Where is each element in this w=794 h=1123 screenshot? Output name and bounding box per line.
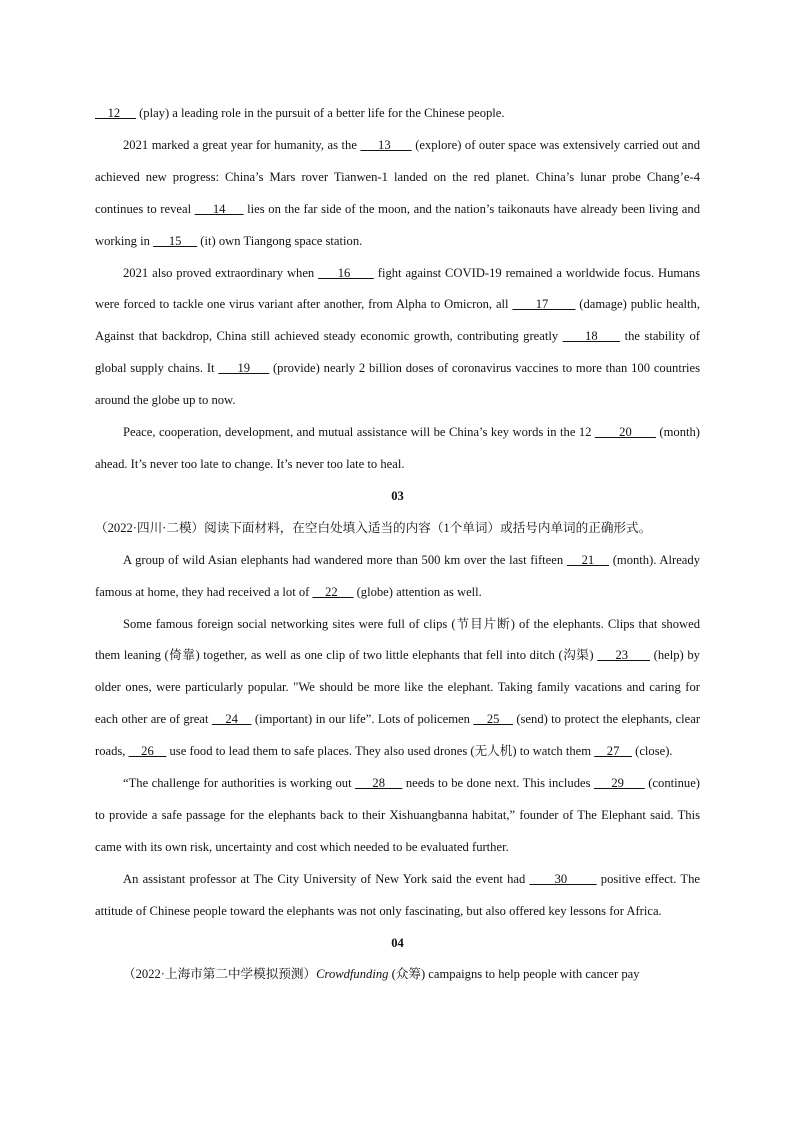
paragraph-s03-p4 [95,864,700,928]
blank-17: 17 [512,297,576,312]
source-note: （2022·上海市第二中学模拟预测） [123,967,317,982]
text: (month) ahead. It’s never too late to change. It’s never too late to heal. [95,425,700,471]
section-instruction-03: （2022·四川·二模）阅读下面材料，在空白处填入适当的内容（1个单词）或括号内单词的正确形式。 [95,520,652,535]
blank-20: 20 [594,425,656,440]
text: (provide) nearly 2 billion doses of coronavirus vaccines to more than 100 countries around the globe up to now. [95,361,700,408]
blank-12: 12 [95,106,136,120]
text: (month). Already famous at home, they had received a lot of [95,552,700,599]
blank-29: 29 [593,776,645,791]
paragraph-s03-p2 [95,609,700,769]
blank-25: 25 [473,712,513,727]
paragraph-s02-p3 [95,258,700,418]
text: (it) own Tiangong space station. [197,233,363,248]
blank-27: 27 [594,744,632,759]
text: (close). [631,744,673,759]
blank-13: 13 [360,137,412,152]
blank-23: 23 [597,648,651,663]
text: (globe) attention as well. [353,584,482,599]
blank-28: 28 [355,776,403,791]
section-heading-04: 04 [391,935,404,950]
text: A group of wild Asian elephants had wandered more than 500 km over the last fifteen [123,552,567,567]
blank-18: 18 [562,329,621,344]
paragraph-s04-p1 [95,959,700,991]
blank-14: 14 [194,201,244,216]
text: fight against COVID-19 remained a worldwide focus. Humans were forced to tackle one virus variant after another, from Alpha to Omicron, all [95,265,700,312]
text: 2021 also proved extraordinary when [123,265,319,280]
text: (damage) public health, Against that backdrop, China still achieved steady economic growth, contributing greatly [95,297,700,344]
text: needs to be done next. This includes [402,776,594,791]
paragraph-s03-p1 [95,545,700,609]
text: (send) to protect the elephants, clear roads, [95,712,701,759]
text: (help) by older ones, were particularly popular. "We should be more like the elephant. Taking family vacations and caring for each other are of great [95,648,700,727]
blank-21: 21 [566,552,610,567]
blank-30: 30 [529,871,597,886]
paragraph-s03-p3 [95,768,700,864]
term-crowdfunding: Crowdfunding [316,967,389,982]
blank-15: 15 [153,233,198,248]
text: (play) a leading role in the pursuit of a better life for the Chinese people. [135,106,505,120]
blank-26: 26 [128,744,167,759]
blank-16: 16 [318,265,374,280]
blank-22: 22 [312,584,354,599]
text: “The challenge for authorities is working out [123,776,356,791]
text: (continue) to provide a safe passage for the elephants back to their Xishuangbanna habitat,” founder of The Elephant said. This came with its own risk, uncertainty and cost which needed to be evaluated further. [95,776,700,854]
text: (important) in our life”. Lots of policemen [251,712,474,727]
blank-24: 24 [211,712,252,727]
paragraph-s02-p2 [95,130,700,258]
paragraph-s02-p4 [95,417,700,481]
text: Peace, cooperation, development, and mutual assistance will be China’s key words in the 12 [123,425,595,440]
text: (众筹) campaigns to help people with cancer pay [388,967,640,982]
blank-19: 19 [218,361,270,376]
text: Some famous foreign social networking sites were full of clips (节目片断) of the elephants. Clips that showed them leaning (倚靠) together, as well as one clip of two little elephants that fell into ditch (沟渠) [95,616,700,663]
section-heading-03: 03 [391,488,404,503]
document-body [95,98,700,991]
text: 2021 marked a great year for humanity, as the [123,137,361,152]
text: An assistant professor at The City University of New York said the event had [123,871,530,886]
text: positive effect. The attitude of Chinese people toward the elephants was not only fascinating, but also offered key lessons for Africa. [95,871,700,918]
paragraph-s02-p1 [95,98,700,130]
text: use food to lead them to safe places. They also used drones (无人机) to watch them [166,744,595,759]
text: lies on the far side of the moon, and the nation’s taikonauts have already been living and working in [95,201,700,248]
text: (explore) of outer space was extensively carried out and achieved new progress: China’s Mars rover Tianwen-1 landed on the red planet. China’s lunar probe Chang’e-4 continues to reveal [95,137,700,216]
text: the stability of global supply chains. It [95,329,700,376]
